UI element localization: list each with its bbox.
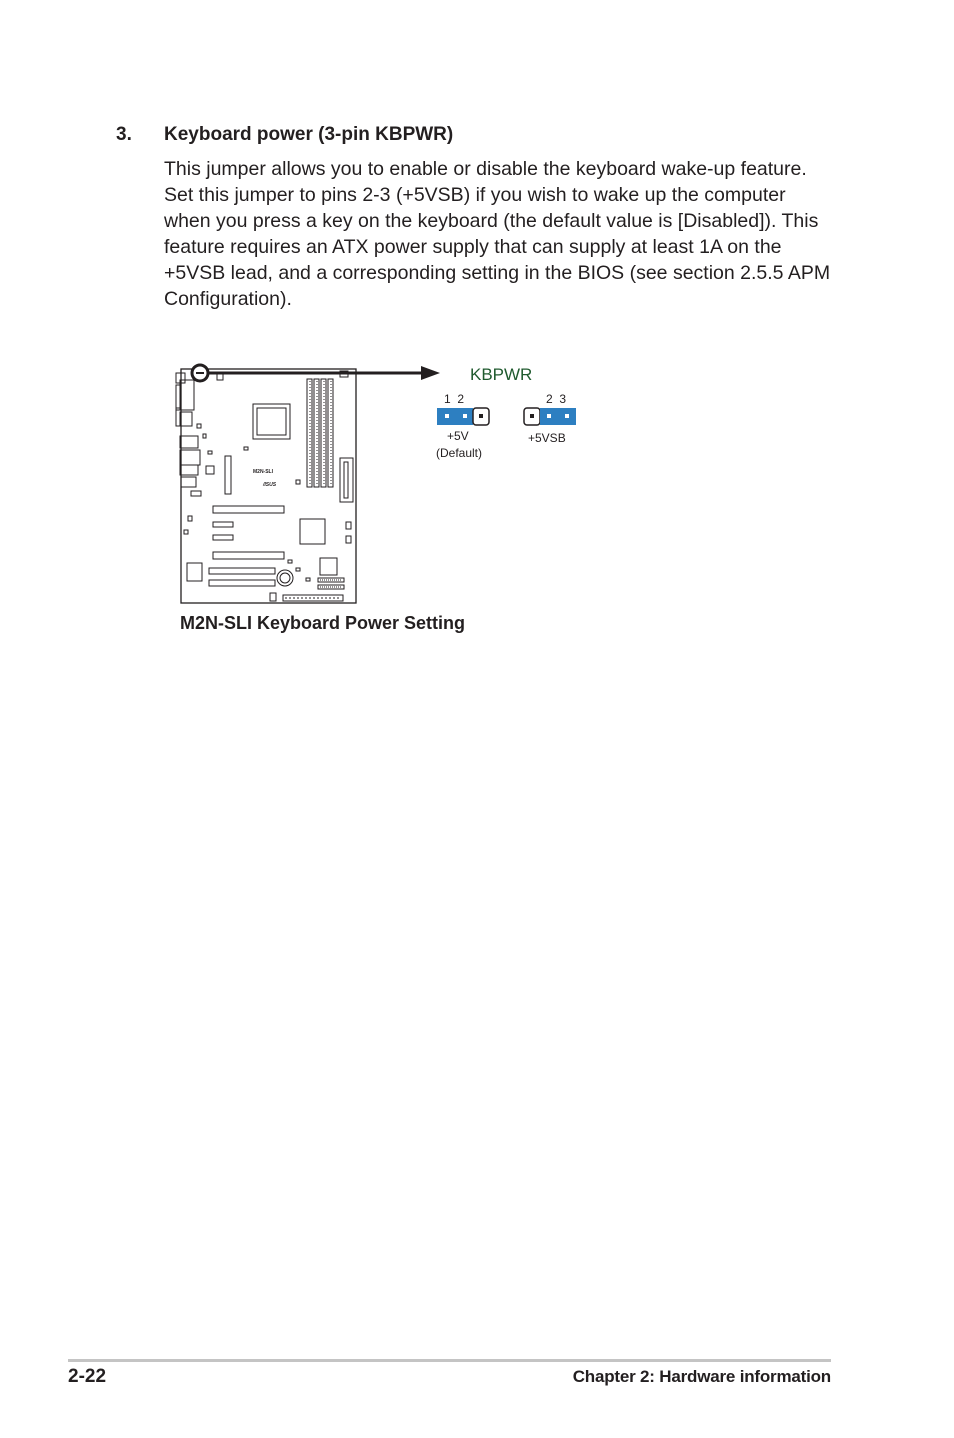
figure-caption: M2N-SLI Keyboard Power Setting [180, 613, 466, 633]
jumper-1-2-diagram [437, 408, 489, 425]
setting-b-pins: 2 3 [546, 392, 567, 406]
section-heading: Keyboard power (3-pin KBPWR) [164, 124, 454, 145]
setting-a-note: (Default) [436, 446, 483, 460]
body-line: This jumper allows you to enable or disable the keyboard wake-up feature. [164, 158, 807, 180]
section-number: 3. [116, 124, 132, 145]
body-line: Configuration). [164, 288, 292, 310]
setting-a-label: +5V [447, 429, 469, 443]
setting-a-pins: 1 2 [444, 392, 465, 406]
chapter-title: Chapter 2: Hardware information [572, 1367, 831, 1386]
jumper-2-3-diagram [524, 408, 576, 425]
page-number: 2-22 [68, 1366, 107, 1387]
brand-logo: /ISUS [263, 482, 277, 488]
kbpwr-figure [0, 0, 954, 700]
footer-divider [68, 1359, 831, 1362]
board-label: M2N-SLI [253, 469, 273, 475]
body-line: when you press a key on the keyboard (the default value is [Disabled]). This [164, 210, 819, 232]
body-line: +5VSB lead, and a corresponding setting in the BIOS (see section 2.5.5 APM [164, 262, 831, 284]
jumper-name: KBPWR [470, 365, 533, 384]
setting-b-label: +5VSB [528, 431, 566, 445]
body-line: Set this jumper to pins 2-3 (+5VSB) if you wish to wake up the computer [164, 184, 786, 206]
body-line: feature requires an ATX power supply that can supply at least 1A on the [164, 236, 782, 258]
arrow-head-icon [421, 366, 440, 380]
